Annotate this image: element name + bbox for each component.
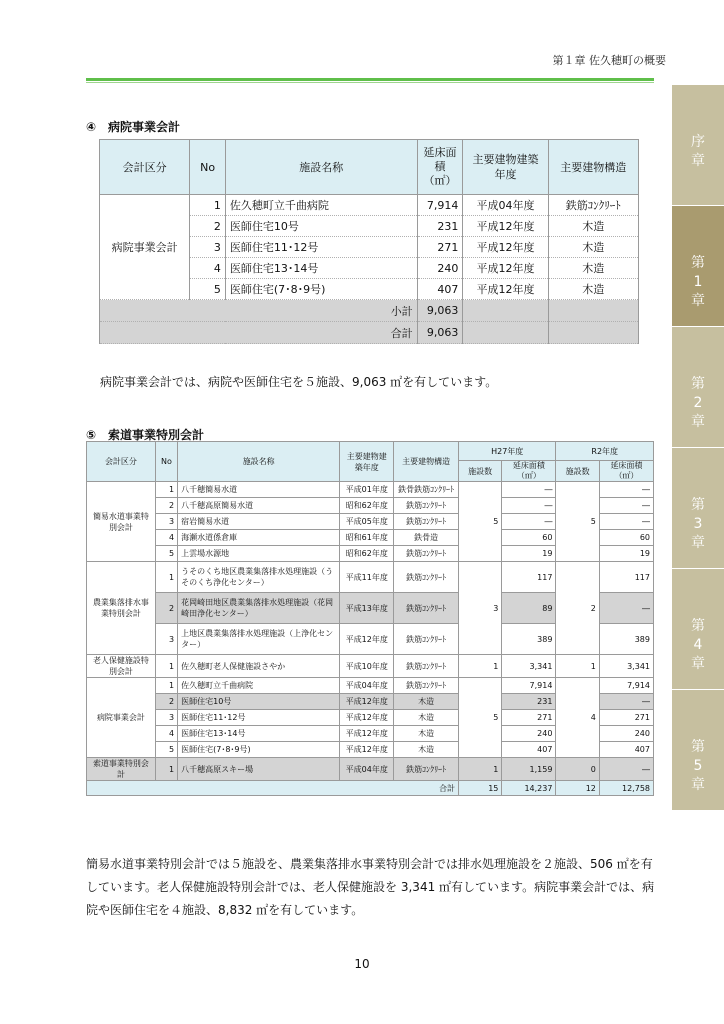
table-cell: 3 <box>155 710 177 726</box>
table-cell: 簡易水道事業特別会計 <box>87 482 156 562</box>
section-4-heading <box>86 118 180 135</box>
col-category: 会計区分 <box>87 442 156 482</box>
table-cell: 病院事業会計 <box>100 195 190 300</box>
table-cell: 昭和62年度 <box>340 498 394 514</box>
table-cell: 木造 <box>548 279 638 300</box>
table-cell: 合計 <box>87 781 459 796</box>
table-cell: 平成05年度 <box>340 514 394 530</box>
table-cell: 231 <box>502 694 556 710</box>
table-cell: 7,914 <box>599 678 653 694</box>
table-cell: 鉄骨鉄筋ｺﾝｸﾘｰﾄ <box>394 482 459 498</box>
table-cell: 2 <box>155 694 177 710</box>
table-cell: ― <box>599 514 653 530</box>
table-cell: 八千穂簡易水道 <box>178 482 340 498</box>
chapter-tab-char: 章 <box>691 656 705 672</box>
table-cell: 4 <box>190 258 226 279</box>
table-cell: 鉄筋ｺﾝｸﾘｰﾄ <box>394 655 459 678</box>
table-cell: 小計 <box>100 300 418 322</box>
table-cell: 5 <box>458 482 501 562</box>
table-cell <box>463 322 548 344</box>
table-cell: 407 <box>502 742 556 758</box>
table-cell: 佐久穂町立千曲病院 <box>178 678 340 694</box>
table-cell: 木造 <box>548 216 638 237</box>
table-cell: 1,159 <box>502 758 556 781</box>
table-cell: 平成04年度 <box>463 195 548 216</box>
table-cell: ― <box>599 593 653 624</box>
table-cell: 1 <box>155 678 177 694</box>
chapter-tab-2[interactable] <box>672 327 724 448</box>
table-row <box>100 195 639 216</box>
table-cell: 八千穂高原スキー場 <box>178 758 340 781</box>
col-r2: R2年度 <box>556 442 654 461</box>
table-cell: 木造 <box>394 710 459 726</box>
table-cell: 5 <box>458 678 501 758</box>
table-cell: 木造 <box>548 237 638 258</box>
table-cell: 木造 <box>548 258 638 279</box>
table-cell: 1 <box>155 482 177 498</box>
table-cell: 医師住宅10号 <box>178 694 340 710</box>
col-h27-count: 施設数 <box>458 461 501 482</box>
header-rule-thin <box>86 82 654 83</box>
table-cell: 木造 <box>394 726 459 742</box>
table-cell: 3,341 <box>599 655 653 678</box>
table-cell: 平成13年度 <box>340 593 394 624</box>
chapter-tab-char: 序 <box>691 134 705 150</box>
table-row <box>87 655 654 678</box>
table-cell: 89 <box>502 593 556 624</box>
table-cell: 海瀬水道係倉庫 <box>178 530 340 546</box>
table-cell: 4 <box>155 726 177 742</box>
table-cell: 木造 <box>394 694 459 710</box>
chapter-tab-0[interactable] <box>672 85 724 206</box>
table-cell: 平成01年度 <box>340 482 394 498</box>
table-cell: 八千穂高原簡易水道 <box>178 498 340 514</box>
table-cell: 平成12年度 <box>340 624 394 655</box>
chapter-tab-char: 章 <box>691 293 705 309</box>
table-row <box>87 678 654 694</box>
table-row <box>100 322 639 344</box>
section-4-number: ④ <box>86 120 97 134</box>
table-row <box>87 562 654 593</box>
table-cell: 医師住宅13･14号 <box>178 726 340 742</box>
chapter-tab-char: 5 <box>693 758 703 774</box>
table-cell: 5 <box>155 546 177 562</box>
table-cell: 240 <box>417 258 463 279</box>
table-cell: 271 <box>417 237 463 258</box>
chapter-tab-1[interactable] <box>672 206 724 327</box>
table-cell: 鉄筋ｺﾝｸﾘｰﾄ <box>394 546 459 562</box>
table-cell: 1 <box>155 562 177 593</box>
table-cell: 平成12年度 <box>340 710 394 726</box>
table-cell: ― <box>599 498 653 514</box>
table-cell: 12,758 <box>599 781 653 796</box>
table-cell: ― <box>599 482 653 498</box>
col-structure: 主要建物構造 <box>394 442 459 482</box>
table-cell: 老人保健施設特別会計 <box>87 655 156 678</box>
table-cell: 5 <box>556 482 599 562</box>
table-cell: 平成12年度 <box>463 216 548 237</box>
table-cell: 9,063 <box>417 300 463 322</box>
table-cell: ― <box>502 482 556 498</box>
table-cell: ― <box>599 758 653 781</box>
table-cell: 7,914 <box>502 678 556 694</box>
table-cell: 9,063 <box>417 322 463 344</box>
table-cell: 389 <box>599 624 653 655</box>
facilities-comparison-table <box>86 441 654 796</box>
table-cell: 271 <box>502 710 556 726</box>
table-cell: 平成12年度 <box>463 279 548 300</box>
table-cell: ― <box>502 514 556 530</box>
table-cell: 2 <box>556 562 599 655</box>
table-cell: 5 <box>155 742 177 758</box>
col-no: No <box>155 442 177 482</box>
table-cell: 19 <box>502 546 556 562</box>
table-cell: 索道事業特別会計 <box>87 758 156 781</box>
table-cell: 1 <box>458 655 501 678</box>
table-cell <box>548 322 638 344</box>
table-cell: 病院事業会計 <box>87 678 156 758</box>
table-cell: 3 <box>155 514 177 530</box>
summary-paragraph: 簡易水道事業特別会計では５施設を、農業集落排水事業特別会計では排水処理施設を２施設、506 ㎡を有しています。老人保健施設特別会計では、老人保健施設を 3,341 ㎡有しています。病院事業会計では、病院や医師住宅を４施設、8,832 ㎡を有しています。 <box>86 857 655 917</box>
table-cell: 平成11年度 <box>340 562 394 593</box>
table-cell: うそのくち地区農業集落排水処理施設（うそのくち浄化センター） <box>178 562 340 593</box>
table-cell <box>463 300 548 322</box>
table-cell: 上雲場水源地 <box>178 546 340 562</box>
table-cell: 15 <box>458 781 501 796</box>
table-cell: 平成04年度 <box>340 758 394 781</box>
table-cell: 平成12年度 <box>340 726 394 742</box>
table-cell: 鉄筋ｺﾝｸﾘｰﾄ <box>394 562 459 593</box>
table-cell: 1 <box>556 655 599 678</box>
table-cell: 240 <box>599 726 653 742</box>
table-cell: 0 <box>556 758 599 781</box>
chapter-tab-char: 第 <box>691 739 705 755</box>
chapter-tab-char: 3 <box>693 516 703 532</box>
table-cell: 19 <box>599 546 653 562</box>
table-cell: 平成12年度 <box>463 258 548 279</box>
chapter-tab-4[interactable] <box>672 569 724 690</box>
table-cell: 1 <box>155 758 177 781</box>
table-cell: 鉄筋ｺﾝｸﾘｰﾄ <box>394 624 459 655</box>
table-cell: ― <box>599 694 653 710</box>
table-cell: 平成10年度 <box>340 655 394 678</box>
table-cell <box>548 300 638 322</box>
chapter-tab-char: 章 <box>691 535 705 551</box>
table-cell: 3 <box>190 237 226 258</box>
table-cell: 1 <box>190 195 226 216</box>
table-row <box>100 300 639 322</box>
table-cell: 240 <box>502 726 556 742</box>
section-5-number: ⑤ <box>86 428 97 442</box>
table-cell: 231 <box>417 216 463 237</box>
table-cell: 5 <box>190 279 226 300</box>
col-name: 施設名称 <box>225 140 417 195</box>
section-4-note: 病院事業会計では、病院や医師住宅を５施設、9,063 ㎡を有しています。 <box>100 375 498 389</box>
table-cell: 2 <box>155 498 177 514</box>
table-cell: 昭和61年度 <box>340 530 394 546</box>
col-r2-area: 延床面積（㎡） <box>599 461 653 482</box>
table-cell: 上地区農業集落排水処理施設（上浄化センター） <box>178 624 340 655</box>
table-cell: 昭和62年度 <box>340 546 394 562</box>
col-r2-count: 施設数 <box>556 461 599 482</box>
table-cell: 医師住宅10号 <box>225 216 417 237</box>
table-cell: 平成12年度 <box>340 694 394 710</box>
table-cell: 鉄筋ｺﾝｸﾘｰﾄ <box>394 514 459 530</box>
table-cell: 医師住宅11･12号 <box>225 237 417 258</box>
table-row <box>87 758 654 781</box>
table-cell: 鉄筋ｺﾝｸﾘｰﾄ <box>394 758 459 781</box>
hospital-facilities-table <box>99 139 639 344</box>
table-cell: 271 <box>599 710 653 726</box>
page-number: 10 <box>354 957 370 971</box>
section-5-title: 索道事業特別会計 <box>108 428 205 442</box>
table-cell: 1 <box>458 758 501 781</box>
table-row <box>87 482 654 498</box>
table-cell: 3 <box>458 562 501 655</box>
table-cell: 1 <box>155 655 177 678</box>
table-cell: 4 <box>556 678 599 758</box>
table-cell: 2 <box>190 216 226 237</box>
header-rule <box>86 78 654 81</box>
col-year: 主要建物建築年度 <box>340 442 394 482</box>
chapter-tab-char: 2 <box>693 395 703 411</box>
chapter-tab-char: 第 <box>691 255 705 271</box>
table-cell: 佐久穂町立千曲病院 <box>225 195 417 216</box>
table-cell: 合計 <box>100 322 418 344</box>
col-structure: 主要建物構造 <box>548 140 638 195</box>
table-cell: 鉄骨造 <box>394 530 459 546</box>
table-row <box>87 781 654 796</box>
col-category: 会計区分 <box>100 140 190 195</box>
chapter-tab-3[interactable] <box>672 448 724 569</box>
chapter-tab-char: 4 <box>693 637 703 653</box>
col-h27: H27年度 <box>458 442 555 461</box>
table-cell: 117 <box>599 562 653 593</box>
section-4-title: 病院事業会計 <box>108 120 181 134</box>
table-cell: 2 <box>155 593 177 624</box>
table-cell: 鉄筋ｺﾝｸﾘｰﾄ <box>394 678 459 694</box>
table-cell: 407 <box>599 742 653 758</box>
table-cell: 平成04年度 <box>340 678 394 694</box>
chapter-tab-char: 第 <box>691 376 705 392</box>
table-cell: 12 <box>556 781 599 796</box>
chapter-tab-char: 1 <box>693 274 703 290</box>
table-cell: 117 <box>502 562 556 593</box>
chapter-tab-char: 第 <box>691 497 705 513</box>
table-cell: 407 <box>417 279 463 300</box>
table-cell: 4 <box>155 530 177 546</box>
chapter-tab-5[interactable] <box>672 690 724 811</box>
table-cell: 花岡崎田地区農業集落排水処理施設（花岡崎田浄化センター） <box>178 593 340 624</box>
table-cell: 鉄筋ｺﾝｸﾘｰﾄ <box>394 593 459 624</box>
table-cell: 平成12年度 <box>340 742 394 758</box>
table-cell: 医師住宅(7･8･9号) <box>178 742 340 758</box>
table-cell: 農業集落排水事業特別会計 <box>87 562 156 655</box>
table-cell: 3,341 <box>502 655 556 678</box>
table-cell: 医師住宅(7･8･9号) <box>225 279 417 300</box>
table-cell: 60 <box>599 530 653 546</box>
col-area: 延床面積（㎡） <box>417 140 463 195</box>
col-name: 施設名称 <box>178 442 340 482</box>
table-cell: 14,237 <box>502 781 556 796</box>
table-cell: 平成12年度 <box>463 237 548 258</box>
table-cell: 佐久穂町老人保健施設さやか <box>178 655 340 678</box>
table-cell: 60 <box>502 530 556 546</box>
table-cell: 3 <box>155 624 177 655</box>
chapter-tab-char: 章 <box>691 777 705 793</box>
table-cell: 389 <box>502 624 556 655</box>
table-cell: 医師住宅13･14号 <box>225 258 417 279</box>
table-cell: 宿岩簡易水道 <box>178 514 340 530</box>
table-cell: ― <box>502 498 556 514</box>
col-no: No <box>190 140 226 195</box>
table-cell: 木造 <box>394 742 459 758</box>
chapter-header: 第１章 佐久穂町の概要 <box>552 54 666 67</box>
chapter-tabs <box>672 85 724 811</box>
col-year: 主要建物建築年度 <box>463 140 548 195</box>
chapter-tab-char: 章 <box>691 153 705 169</box>
table-cell: 7,914 <box>417 195 463 216</box>
chapter-tab-char: 第 <box>691 618 705 634</box>
table-cell: 鉄筋ｺﾝｸﾘｰﾄ <box>394 498 459 514</box>
table-cell: 鉄筋ｺﾝｸﾘｰﾄ <box>548 195 638 216</box>
chapter-tab-char: 章 <box>691 414 705 430</box>
table-cell: 医師住宅11･12号 <box>178 710 340 726</box>
col-h27-area: 延床面積（㎡） <box>502 461 556 482</box>
